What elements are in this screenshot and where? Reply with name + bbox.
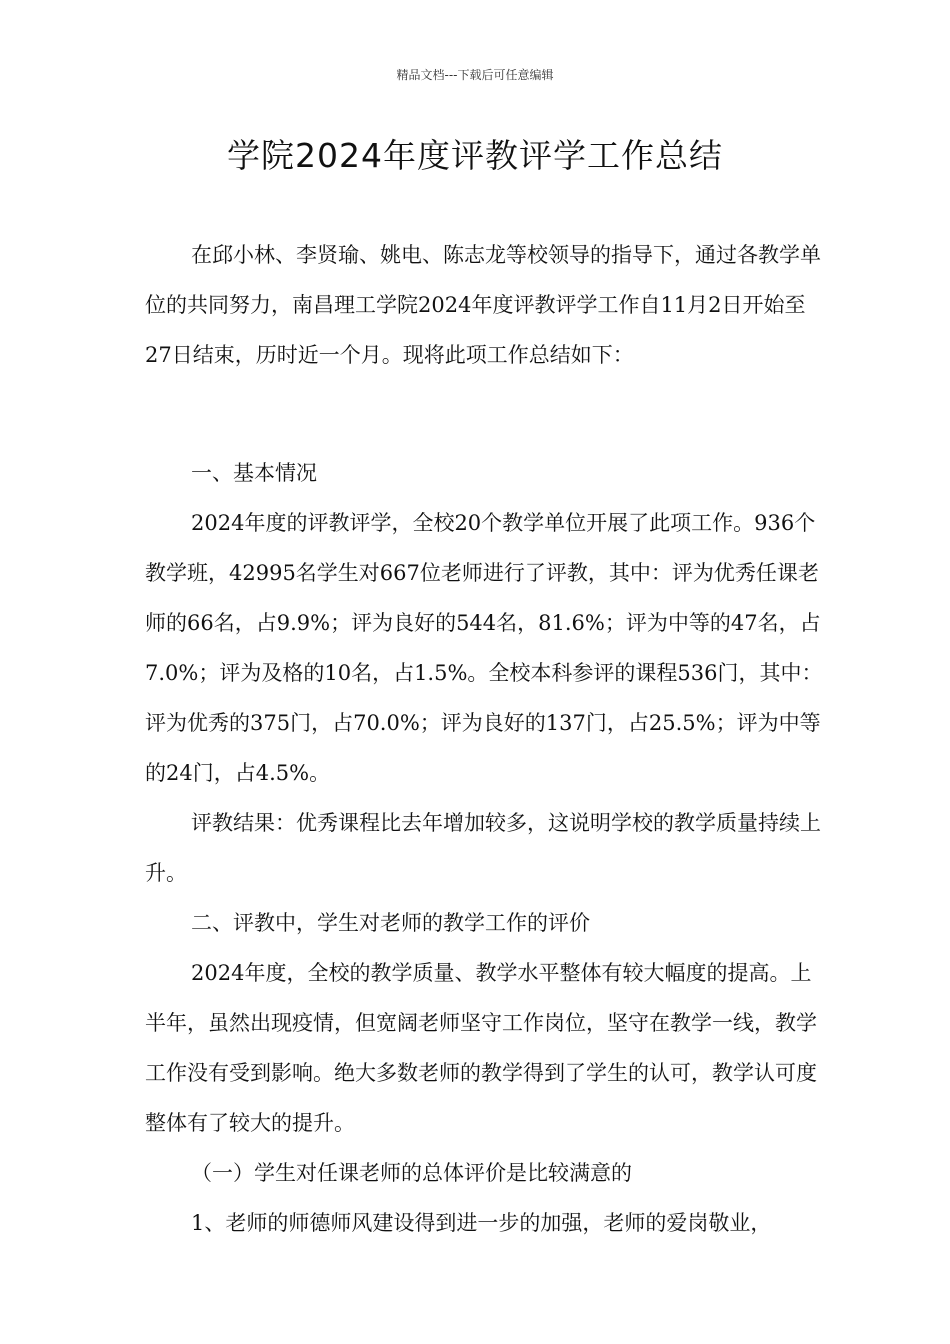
- document-title: 学院2024年度评教评学工作总结: [227, 136, 723, 175]
- intro-paragraph: 在邱小林、李贤瑜、姚电、陈志龙等校领导的指导下，通过各教学单位的共同努力，南昌理工学院2024年度评教评学工作自11月2日开始至27日结束，历时近一个月。现将此项工作总结如下：: [145, 243, 821, 367]
- document-body: [145, 230, 825, 1248]
- subsection-heading-overall-satisfaction: （一）学生对任课老师的总体评价是比较满意的: [191, 1161, 632, 1185]
- section-heading-basic-situation: 一、基本情况: [191, 461, 317, 485]
- paragraph-spacer: [145, 380, 825, 448]
- list-item-ethics: 1、老师的师德师风建设得到进一步的加强，老师的爱岗敬业，: [191, 1211, 772, 1235]
- student-evaluation-paragraph: 2024年度，全校的教学质量、教学水平整体有较大幅度的提高。上半年，虽然出现疫情，但宽阔老师坚守工作岗位，坚守在教学一线，教学工作没有受到影响。绝大多数老师的教学得到了学生的认可，教学认可度整体有了较大的提升。: [145, 961, 817, 1135]
- basic-situation-paragraph: 2024年度的评教评学，全校20个教学单位开展了此项工作。936个教学班，42995名学生对667位老师进行了评教，其中：评为优秀任课老师的66名，占9.9%；评为良好的544名，81.6%；评为中等的47名，占7.0%；评为及格的10名，占1.5%。全校本科参评的课程536门，其中：评为优秀的375门，占70.0%；评为良好的137门，占25.5%；评为中等的24门，占4.5%。: [145, 511, 823, 785]
- evaluation-result-paragraph: 评教结果：优秀课程比去年增加较多，这说明学校的教学质量持续上升。: [145, 811, 821, 885]
- header-note: 精品文档---下载后可任意编辑: [396, 68, 554, 82]
- section-heading-student-evaluation: 二、评教中，学生对老师的教学工作的评价: [191, 911, 590, 935]
